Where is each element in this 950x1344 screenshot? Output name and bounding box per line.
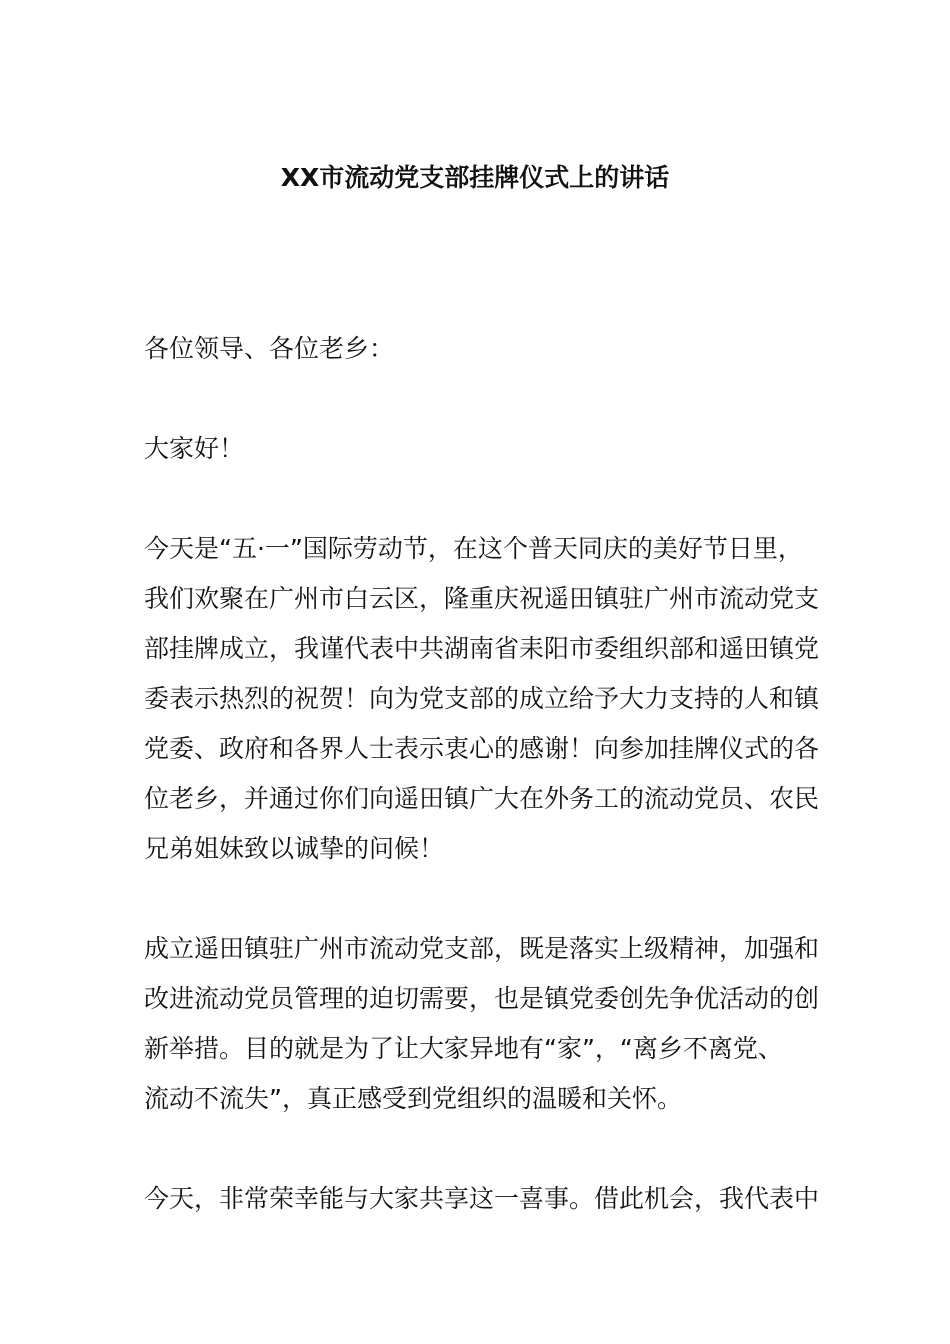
paragraph-line: 党委、政府和各界人士表示衷心的感谢！向参加挂牌仪式的各 [144, 734, 820, 763]
paragraph-line: 流动不流失”，真正感受到党组织的温暖和关怀。 [144, 1084, 682, 1113]
paragraph-line: 兄弟姐妹致以诚挚的问候！ [144, 834, 445, 863]
paragraph-line: 我们欢聚在广州市白云区，隆重庆祝遥田镇驻广州市流动党支 [144, 584, 820, 613]
paragraph-line: 部挂牌成立，我谨代表中共湖南省耒阳市委组织部和遥田镇党 [144, 634, 820, 663]
greeting: 大家好！ [144, 434, 245, 463]
paragraph-line: 今天是“五·一”国际劳动节，在这个普天同庆的美好节日里， [144, 534, 803, 563]
paragraph-line: 今天，非常荣幸能与大家共享这一喜事。借此机会，我代表中 [144, 1184, 820, 1213]
paragraph-2 [144, 924, 820, 1124]
salutation: 各位领导、各位老乡： [144, 334, 395, 363]
paragraph-line: 成立遥田镇驻广州市流动党支部，既是落实上级精神，加强和 [144, 934, 820, 963]
paragraph-line: 新举措。目的就是为了让大家异地有“家”，“离乡不离党、 [144, 1034, 783, 1063]
paragraph-line: 委表示热烈的祝贺！向为党支部的成立给予大力支持的人和镇 [144, 684, 820, 713]
document-title: XX市流动党支部挂牌仪式上的讲话 [280, 163, 670, 192]
paragraph-line: 改进流动党员管理的迫切需要，也是镇党委创先争优活动的创 [144, 984, 820, 1013]
paragraph-1 [144, 524, 820, 874]
paragraph-line: 位老乡，并通过你们向遥田镇广大在外务工的流动党员、农民 [144, 784, 820, 813]
paragraph-3 [144, 1174, 820, 1224]
